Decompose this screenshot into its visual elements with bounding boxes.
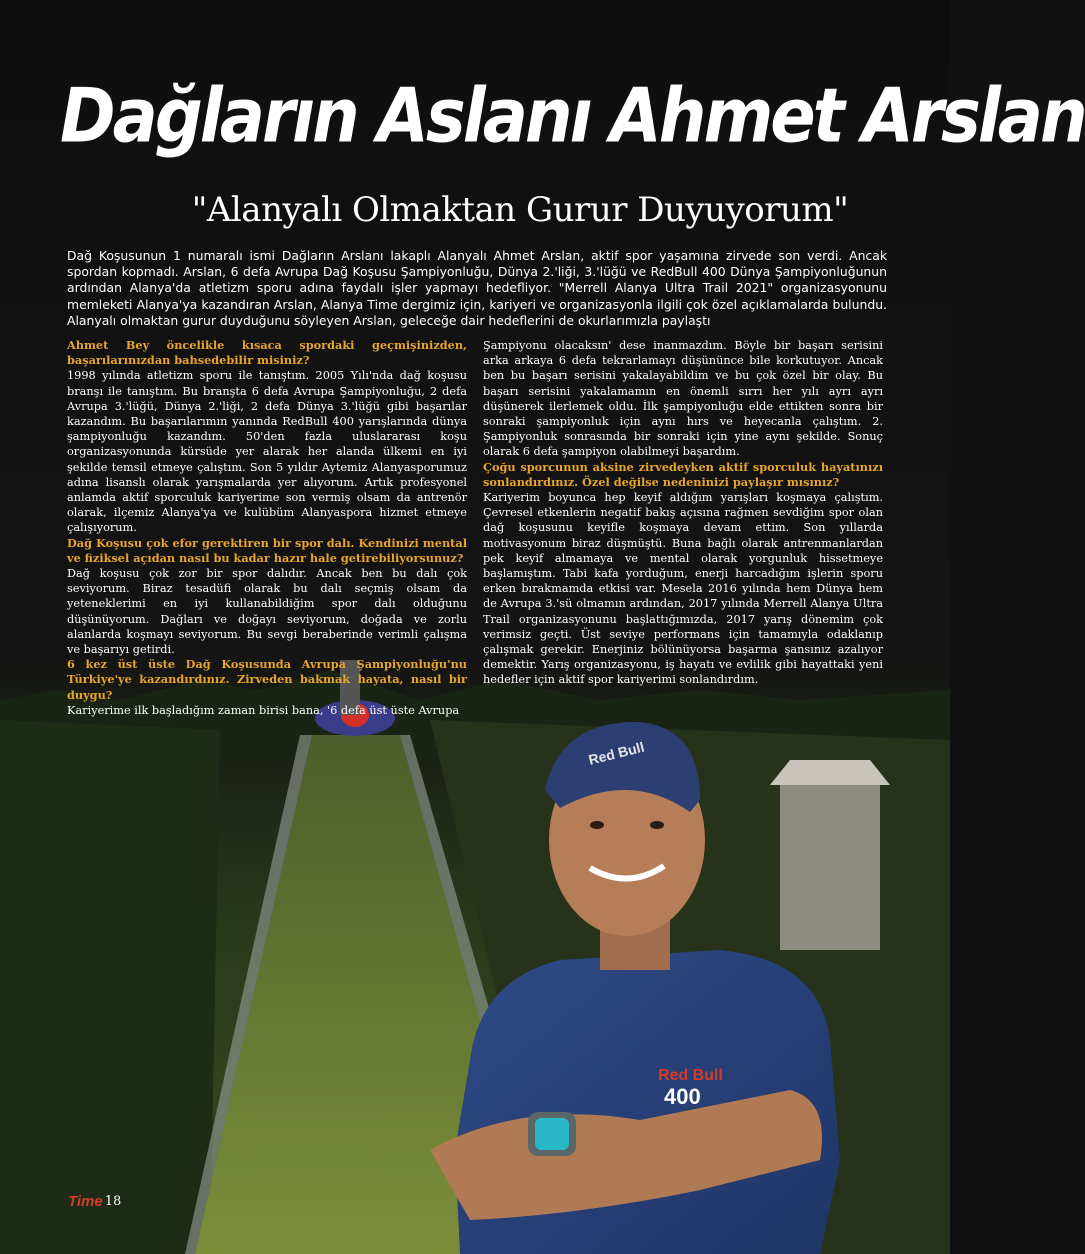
question-4: Çoğu sporcunun aksine zirvedeyken aktif sporculuk hayatınızı sonlandırdınız. Özel değilse nedeninizi paylaşır mısınız? — [483, 459, 883, 489]
answer-4: Kariyerim boyunca hep keyif aldığım yarışları koşmaya çalıştım. Çevresel etkenlerin negatif bakış açısına rağmen sevdiğim spor olan dağ koşusunu keyifle koşmaya devam ettim. Son yıllarda motivasyonum biraz düşmüştü. Buna bağlı olarak antrenmanlardan pek keyif almamaya ve mental olarak yorgunluk hissetmeye başlamıştım. Tabi kafa yorduğum, enerji harcadığım işlerin sporu erken bırakmamda etkisi var. Mesela 2016 yılında hem Dünya hem de Avrupa 3.'sü olmamın ardından, 2017 yılında Merrell Alanya Ultra Trail organizasyonunu başlattığımızda, 2017 yarış dönemim çok verimsiz geçti. Üst seviye performans için tamamıyla odaklanıp çalışmak gerekir. Enerjiniz bölünüyorsa başarma şansınız azalıyor demektir. Yarış organizasyonu, iş hayatı ve evlilik gibi hayattaki yeni hedefler için aktif spor kariyerimi sonlandırdım. — [483, 491, 883, 687]
page-number: 18 — [104, 1194, 122, 1209]
intro-paragraph: Dağ Koşusunun 1 numaralı ismi Dağların Arslanı lakaplı Alanyalı Ahmet Arslan, aktif spor yaşamına zirvede son verdi. Ancak spordan kopmadı. Arslan, 6 defa Avrupa Dağ Koşusu Şampiyonluğu, Dünya 2.'liği, 3.'lüğü ve RedBull 400 Dünya Şampiyonluğunun ardından Alanya'da atletizm sporu adına faydalı işler yapmayı hedefliyor. "Merrell Alanya Ultra Trail 2021" organizasyonunu memleketi Alanya'ya kazandıran Arslan, Alanya Time dergimiz için, kariyeri ve organizasyonla ilgili çok özel açıklamalarda bulundu. Alanyalı olmaktan gurur duyduğunu söyleyen Arslan, geleceğe dair hedeflerini de okurlarımızla paylaştı — [67, 248, 887, 328]
question-2: Dağ Koşusu çok efor gerektiren bir spor dalı. Kendinizi mental ve fiziksel açıdan nasıl bu kadar hazır hale getirebiliyorsunuz? — [67, 535, 467, 565]
svg-text:400: 400 — [664, 1084, 701, 1109]
magazine-logo: Time — [68, 1193, 103, 1210]
answer-1: 1998 yılında atletizm sporu ile tanıştım. 2005 Yılı'nda dağ koşusu branşı ile tanıştım. Bu branşta 6 defa Avrupa Şampiyonluğu, 2 defa Avrupa 3.'lüğü, Dünya 2.'liği, 2 defa Dünya 3.'lüğü gibi başarılar kazandım. Bu başarılarımın yanında RedBull 400 yarışlarında dünya şampiyonluğu kazandım. 50'den fazla uluslararası koşu organizasyonunda kürsüde yer alarak her alanda ülkemi en iyi şekilde temsil etmeye çalıştım. Son 5 yıldır Aytemiz Alanyasporumuz adına lisanslı olarak yarışmalarda yer alıyorum. Artık profesyonel anlamda aktif sporculuk kariyerime son vermiş olsam da antrenör olarak, ilçemiz Alanya'ya ve kulübüm Alanyaspora hizmet etmeye çalışıyorum. — [67, 369, 467, 535]
answer-2: Dağ koşusu çok zor bir spor dalıdır. Ancak ben bu dalı çok seviyorum. Biraz tesadüfi olarak bu dalı seçmiş olsam da yeteneklerimi en iyi kullanabildiğim spor dalı olduğunu düşünüyorum. Dağları ve doğayı seviyorum, doğada ve zorlu alanlarda koşmayı seviyorum. Bu sevgi beraberinde verimli çalışma ve başarıyı getirdi. — [67, 567, 467, 657]
answer-3-start: Kariyerime ilk başladığım zaman birisi bana, '6 defa üst üste Avrupa — [67, 703, 460, 717]
answer-3-continued: Şampiyonu olacaksın' dese inanmazdım. Böyle bir başarı serisini arka arkaya 6 defa tekrarlamayı düşününce bile korkutuyor. Ancak ben bu başarı serisini yakalayabildim ve bu çok özel bir olay. Bu başarı serisini yakalamamın en önemli sırrı her yılı ayrı ayrı düşünerek ilerlemek oldu. İlk şampiyonluğu elde ettikten sonra bir sonraki şampiyonluk için aynı hırs ve heyecanla çalıştım. 2. Şampiyonluk sonrasında bir sonraki için yine aynı şekilde. Sonuç olarak 6 defa şampiyon olabilmeyi başardım. — [483, 339, 883, 459]
page-footer — [68, 1193, 121, 1210]
left-column — [67, 338, 467, 718]
svg-text:Red Bull: Red Bull — [586, 738, 646, 768]
page-title: Dağların Aslanı Ahmet Arslan — [60, 72, 1085, 160]
question-1: Ahmet Bey öncelikle kısaca spordaki geçmişinizden, başarılarınızdan bahsedebilir misiniz? — [67, 338, 467, 368]
right-column — [483, 338, 883, 688]
page-subtitle: "Alanyalı Olmaktan Gurur Duyuyorum" — [191, 190, 849, 230]
question-3: 6 kez üst üste Dağ Koşusunda Avrupa Şampiyonluğu'nu Türkiye'ye kazandırdınız. Zirveden bakmak hayata, nasıl bir duygu? — [67, 657, 467, 702]
svg-text:Red Bull: Red Bull — [658, 1067, 723, 1084]
